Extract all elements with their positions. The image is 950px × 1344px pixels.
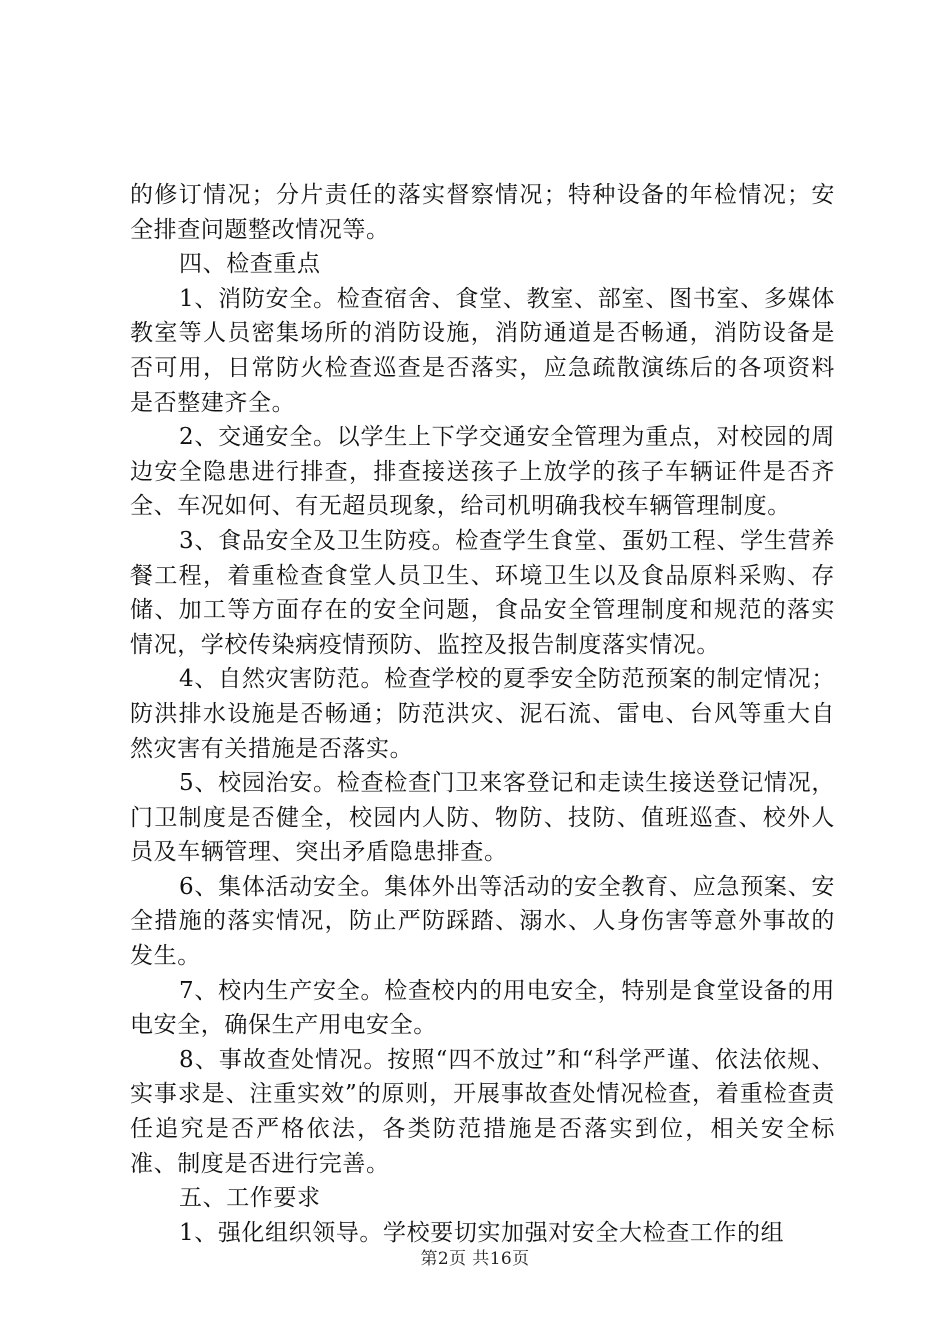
page-footer: 第2页 共16页 (420, 1249, 530, 1269)
paragraph-traffic-safety: 2、交通安全。以学生上下学交通安全管理为重点，对校园的周边安全隐患进行排查，排查接送孩子上放学的孩子车辆证件是否齐全、车况如何、有无超员现象，给司机明确我校车辆管理制度。 (130, 424, 835, 520)
paragraph-food-safety: 3、食品安全及卫生防疫。检查学生食堂、蛋奶工程、学生营养餐工程，着重检查食堂人员卫生、环境卫生以及食品原料采购、存储、加工等方面存在的安全问题，食品安全管理制度和规范的落实情况，学校传染病疫情预防、监控及报告制度落实情况。 (130, 527, 835, 658)
paragraph-campus-security: 5、校园治安。检查检查门卫来客登记和走读生接送登记情况，门卫制度是否健全，校园内人防、物防、技防、值班巡查、校外人员及车辆管理、突出矛盾隐患排查。 (130, 770, 835, 866)
paragraph-fire-safety: 1、消防安全。检查宿舍、食堂、教室、部室、图书室、多媒体教室等人员密集场所的消防设施，消防通道是否畅通，消防设备是否可用，日常防火检查巡查是否落实，应急疏散演练后的各项资料是否整建齐全。 (130, 285, 835, 416)
paragraph-production-safety: 7、校内生产安全。检查校内的用电安全，特别是食堂设备的用电安全，确保生产用电安全。 (130, 977, 835, 1039)
paragraph-natural-disaster: 4、自然灾害防范。检查学校的夏季安全防范预案的制定情况；防洪排水设施是否畅通；防范洪灾、泥石流、雷电、台风等重大自然灾害有关措施是否落实。 (130, 666, 835, 762)
paragraph-accident-handling: 8、事故查处情况。按照“四不放过”和“科学严谨、依法依规、实事求是、注重实效”的原则，开展事故查处情况检查，着重检查责任追究是否严格依法，各类防范措施是否落实到位，相关安全标准、制度是否进行完善。 (130, 1046, 835, 1177)
document-body (130, 178, 835, 1250)
section-heading-requirements: 五、工作要求 (179, 1185, 321, 1212)
section-heading-checkpoints: 四、检查重点 (179, 251, 321, 278)
paragraph-group-activity: 6、集体活动安全。集体外出等活动的安全教育、应急预案、安全措施的落实情况，防止严防踩踏、溺水、人身伤害等意外事故的发生。 (130, 873, 835, 970)
paragraph-organization: 1、强化组织领导。学校要切实加强对安全大检查工作的组 (179, 1219, 785, 1246)
paragraph-continuation: 的修订情况；分片责任的落实督察情况；特种设备的年检情况；安全排查问题整改情况等。 (130, 182, 835, 243)
